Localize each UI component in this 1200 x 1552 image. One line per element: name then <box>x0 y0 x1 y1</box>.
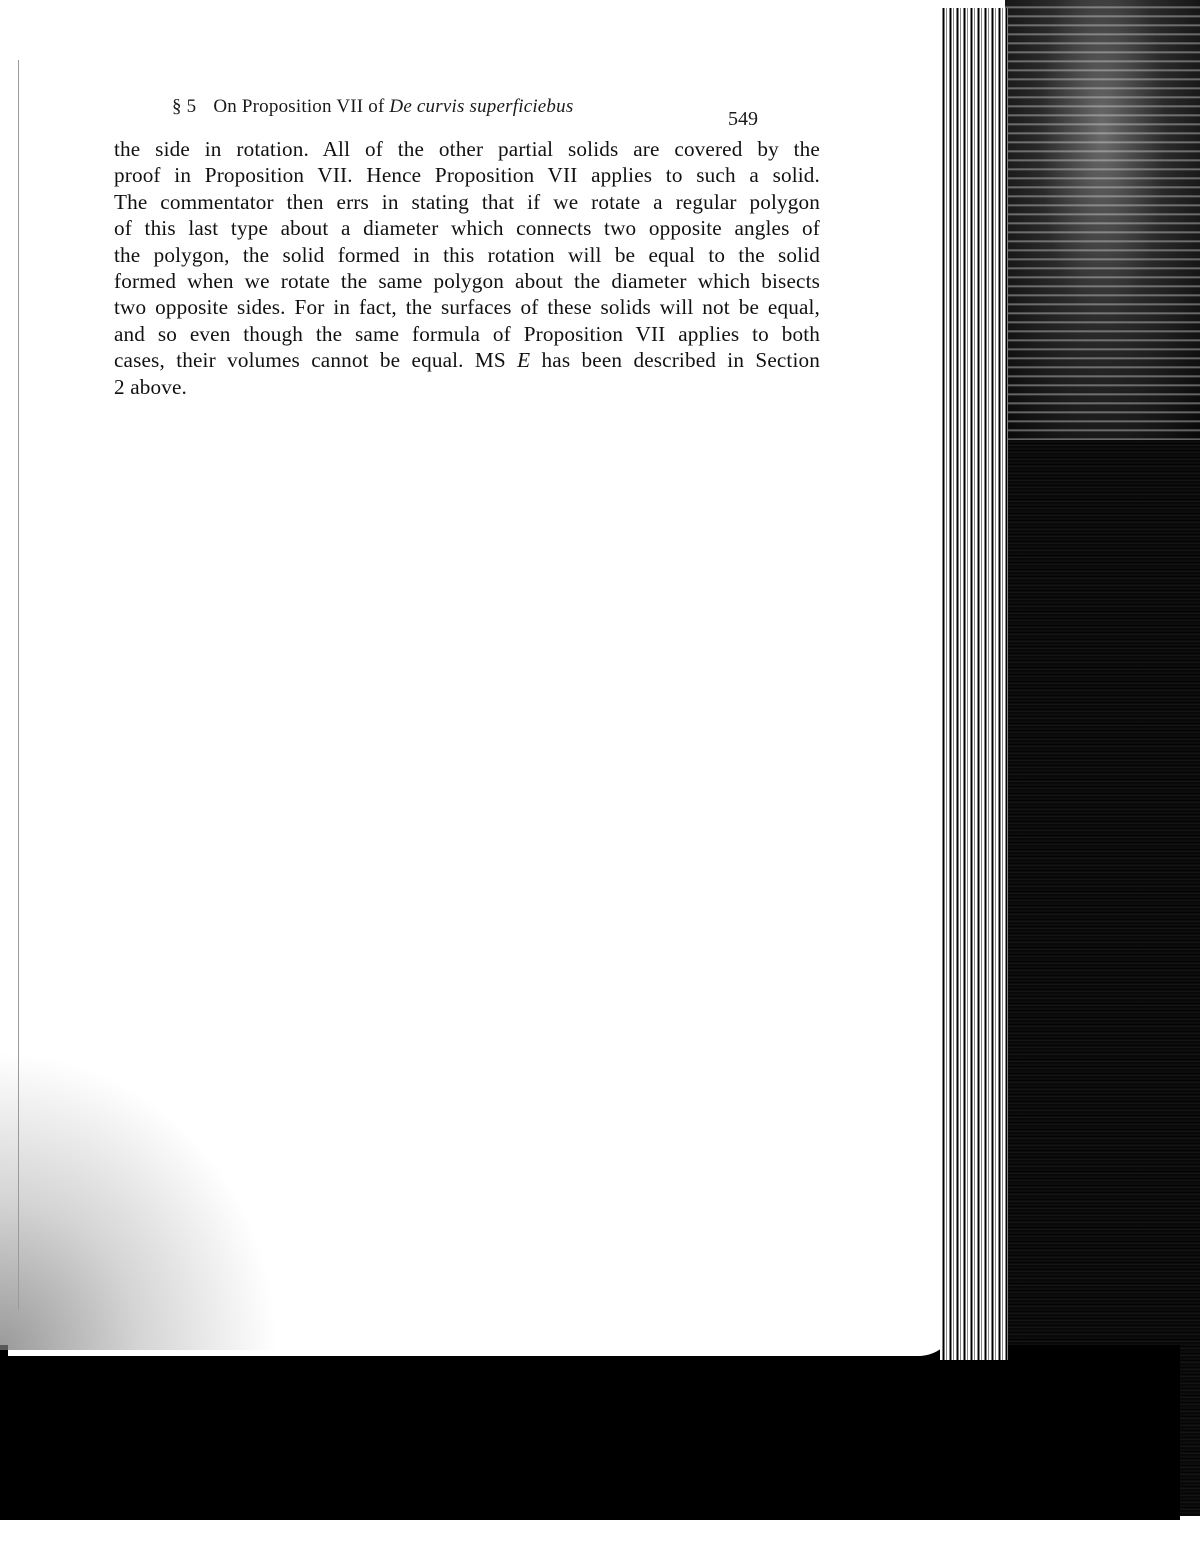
text-line: and so even though the same formula of Proposition VII applies to both <box>114 321 820 346</box>
scan-left-edge <box>18 60 19 1310</box>
scan-bottom-strip <box>0 1520 1200 1552</box>
text-line: formed when we rotate the same polygon about the diameter which bisects <box>114 269 820 294</box>
scan-background-band <box>1005 0 1200 440</box>
book-page-edges <box>940 8 1008 1360</box>
page-number: 549 <box>728 108 758 130</box>
text-line: 2 above. <box>114 374 187 399</box>
text-line: of this last type about a diameter which connects two opposite angles of <box>114 216 820 241</box>
text-line: proof in Proposition VII. Hence Proposition VII applies to such a solid. <box>114 163 820 188</box>
body-paragraph <box>114 136 820 400</box>
manuscript-siglum: E <box>517 348 531 373</box>
text-line: the polygon, the solid formed in this rotation will be equal to the solid <box>114 242 820 267</box>
header-title-italic: De curvis superficiebus <box>389 96 574 117</box>
scan-background-bottom <box>0 1345 1180 1521</box>
section-mark: § 5 <box>172 96 197 117</box>
text-line: two opposite sides. For in fact, the surfaces of these solids will not be equal, <box>114 295 820 320</box>
text-line: the side in rotation. All of the other partial solids are covered by the <box>114 137 820 161</box>
header-title: On Proposition VII of <box>213 96 385 117</box>
text-line <box>114 347 820 373</box>
running-header <box>172 96 772 126</box>
text-line: The commentator then errs in stating that if we rotate a regular polygon <box>114 189 820 214</box>
text-segment: has been described in Section <box>530 348 820 373</box>
page-corner-shadow <box>0 1050 280 1350</box>
text-segment: cases, their volumes cannot be equal. MS <box>114 348 518 373</box>
